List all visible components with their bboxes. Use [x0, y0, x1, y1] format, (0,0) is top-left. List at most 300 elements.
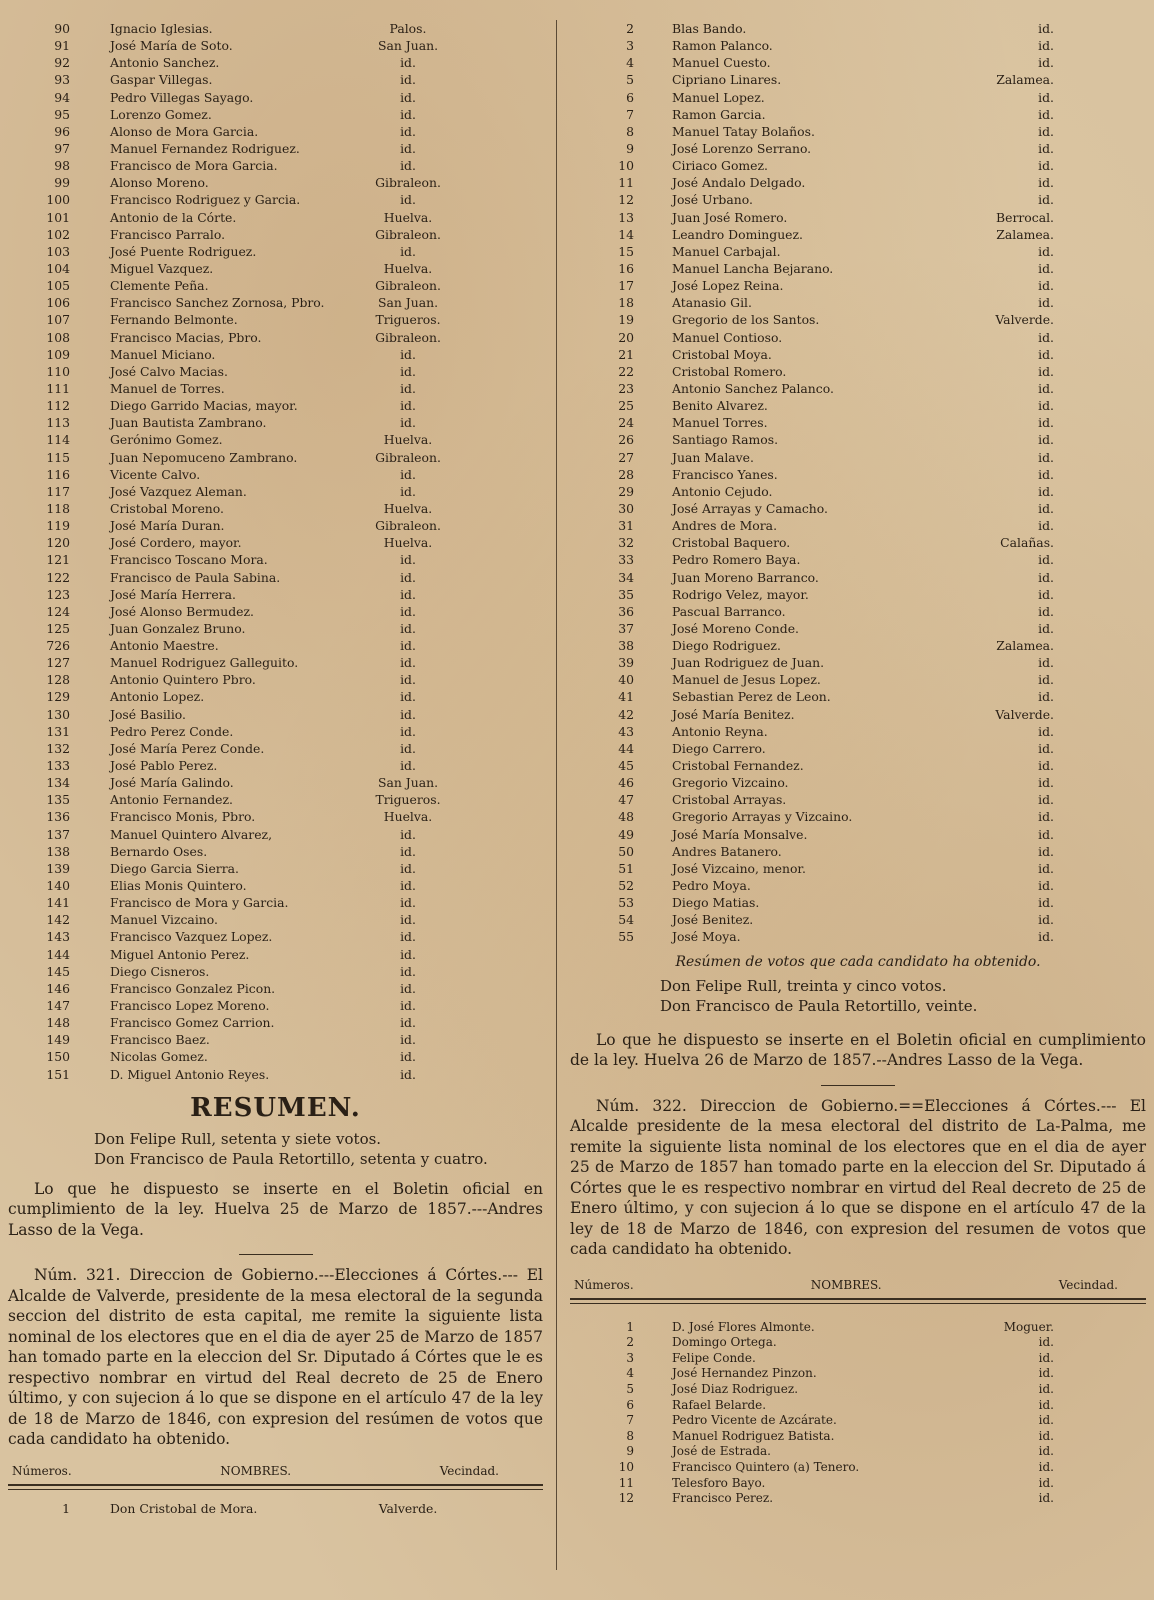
cell-num: 98	[54, 158, 70, 174]
table-row	[8, 311, 543, 328]
cell-num: 44	[618, 740, 634, 756]
table-row	[8, 826, 543, 843]
header-numbers: Números.	[12, 1463, 72, 1478]
elector-list-la-palma	[570, 1320, 1146, 1507]
cell-town: id.	[1038, 672, 1054, 688]
cell-num: 33	[618, 552, 634, 568]
closing-paragraph: Lo que he dispuesto se inserte en el Boletin oficial en cumplimiento de la ley. Huelva 25 de Marzo de 1857.---Andres Lasso de la Vega.	[8, 1179, 543, 1239]
cell-num: 13	[618, 209, 634, 225]
cell-town: San Juan.	[377, 38, 439, 54]
cell-town: id.	[1038, 689, 1054, 705]
cell-name: Juan Gonzalez Bruno.	[110, 620, 246, 636]
table-row	[8, 808, 543, 825]
cell-town: id.	[400, 672, 416, 688]
table-row	[570, 1335, 1146, 1351]
cell-name: José Pablo Perez.	[110, 758, 218, 774]
cell-num: 113	[46, 415, 70, 431]
cell-num: 43	[618, 723, 634, 739]
table-row	[8, 466, 543, 483]
cell-name: Diego Rodriguez.	[672, 638, 781, 654]
table-row	[570, 1429, 1146, 1445]
table-row	[8, 20, 543, 37]
cell-num: 129	[46, 689, 70, 705]
cell-town: id.	[1038, 826, 1054, 842]
elector-list-left	[8, 20, 543, 1083]
cell-num: 50	[618, 843, 634, 859]
cell-name: Manuel de Jesus Lopez.	[672, 672, 821, 688]
cell-num: 94	[54, 89, 70, 105]
cell-name: Vicente Calvo.	[110, 466, 201, 482]
cell-num: 105	[46, 278, 70, 294]
table-row	[570, 37, 1146, 54]
cell-name: José Calvo Macias.	[110, 363, 228, 379]
cell-town: id.	[1038, 655, 1054, 671]
cell-name: Juan Rodriguez de Juan.	[672, 655, 825, 671]
table-row	[8, 106, 543, 123]
cell-town: id.	[400, 106, 416, 122]
cell-num: 7	[626, 1413, 634, 1428]
cell-name: Antonio de la Córte.	[110, 209, 237, 225]
table-row	[570, 380, 1146, 397]
cell-town: id.	[400, 346, 416, 362]
cell-town: id.	[1038, 106, 1054, 122]
cell-name: Diego Matias.	[672, 895, 760, 911]
cell-num: 47	[618, 792, 634, 808]
table-row	[570, 1366, 1146, 1382]
cell-num: 23	[618, 380, 634, 396]
cell-town: id.	[1038, 415, 1054, 431]
cell-town: id.	[1038, 912, 1054, 928]
cell-num: 35	[618, 586, 634, 602]
cell-town: Huelva.	[383, 209, 433, 225]
cell-town: Zalamea.	[996, 226, 1054, 242]
cell-town: id.	[400, 415, 416, 431]
cell-name: José Lorenzo Serrano.	[672, 140, 812, 156]
cell-num: 20	[618, 329, 634, 345]
table-row	[570, 620, 1146, 637]
cell-name: Diego Carrero.	[672, 740, 766, 756]
cell-town: id.	[1038, 603, 1054, 619]
cell-name: Francisco Rodriguez y Garcia.	[110, 192, 301, 208]
cell-num: 51	[618, 860, 634, 876]
cell-town: Huelva.	[383, 535, 433, 551]
table-row	[8, 414, 543, 431]
cell-town: id.	[1038, 363, 1054, 379]
cell-name: Antonio Maestre.	[110, 638, 219, 654]
cell-town: id.	[400, 192, 416, 208]
cell-name: Francisco Gomez Carrion.	[110, 1015, 275, 1031]
table-row	[8, 1048, 543, 1065]
cell-name: Francisco Yanes.	[672, 466, 778, 482]
table-row	[570, 774, 1146, 791]
cell-town: id.	[1038, 243, 1054, 259]
table-row	[8, 449, 543, 466]
cell-num: 112	[46, 398, 70, 414]
cell-town: id.	[400, 140, 416, 156]
table-row	[8, 54, 543, 71]
cell-town: Gibraleon.	[375, 329, 441, 345]
cell-town: id.	[400, 569, 416, 585]
table-row	[8, 71, 543, 88]
cell-town: id.	[1038, 432, 1054, 448]
table-row	[570, 277, 1146, 294]
table-row	[8, 723, 543, 740]
cell-num: 32	[618, 535, 634, 551]
cell-num: 142	[46, 912, 70, 928]
cell-town: id.	[400, 552, 416, 568]
cell-num: 139	[46, 860, 70, 876]
table-header	[570, 1278, 1146, 1292]
table-row	[8, 894, 543, 911]
table-row	[570, 157, 1146, 174]
cell-name: Felipe Conde.	[672, 1350, 756, 1365]
vote-line: Don Francisco de Paula Retortillo, veinte.	[660, 996, 978, 1015]
cell-name: Pascual Barranco.	[672, 603, 786, 619]
cell-num: 14	[618, 226, 634, 242]
cell-town: id.	[400, 55, 416, 71]
cell-name: Francisco Perez.	[672, 1491, 774, 1506]
cell-num: 128	[46, 672, 70, 688]
cell-name: Cristobal Baquero.	[672, 535, 791, 551]
cell-num: 136	[46, 809, 70, 825]
cell-name: Manuel Fernandez Rodriguez.	[110, 140, 300, 156]
cell-name: Francisco Toscano Mora.	[110, 552, 268, 568]
cell-name: Alonso de Mora Garcia.	[110, 123, 259, 139]
table-row	[570, 1460, 1146, 1476]
table-row	[570, 706, 1146, 723]
cell-num: 25	[618, 398, 634, 414]
header-names: NOMBRES.	[810, 1277, 882, 1292]
resumen-heading: RESUMEN.	[190, 1092, 361, 1123]
cell-num: 144	[46, 946, 70, 962]
cell-num: 138	[46, 843, 70, 859]
cell-num: 151	[46, 1066, 70, 1082]
cell-num: 34	[618, 569, 634, 585]
cell-num: 10	[618, 1459, 634, 1474]
cell-name: Francisco de Paula Sabina.	[110, 569, 281, 585]
cell-num: 127	[46, 655, 70, 671]
cell-num: 22	[618, 363, 634, 379]
table-row	[8, 551, 543, 568]
cell-town: id.	[400, 740, 416, 756]
cell-num: 6	[626, 89, 634, 105]
cell-name: Diego Garcia Sierra.	[110, 860, 239, 876]
cell-name: Manuel Quintero Alvarez,	[110, 826, 273, 842]
cell-town: id.	[400, 895, 416, 911]
cell-town: id.	[400, 72, 416, 88]
table-row	[8, 774, 543, 791]
cell-num: 90	[54, 21, 70, 36]
cell-town: id.	[1038, 843, 1054, 859]
cell-name: Manuel Contioso.	[672, 329, 783, 345]
cell-num: 121	[46, 552, 70, 568]
cell-town: id.	[400, 723, 416, 739]
cell-name: Gregorio de los Santos.	[672, 312, 820, 328]
table-row	[8, 140, 543, 157]
cell-name: José de Estrada.	[672, 1444, 771, 1459]
cell-num: 101	[46, 209, 70, 225]
table-row	[570, 414, 1146, 431]
cell-town: Berrocal.	[996, 209, 1054, 225]
cell-num: 102	[46, 226, 70, 242]
cell-town: id.	[1038, 21, 1054, 36]
cell-town: Huelva.	[383, 500, 433, 516]
cell-name: Manuel Vizcaino.	[110, 912, 218, 928]
cell-town: id.	[1038, 158, 1054, 174]
table-row	[570, 140, 1146, 157]
table-row	[8, 260, 543, 277]
cell-num: 106	[46, 295, 70, 311]
cell-name: José María Benitez.	[672, 706, 795, 722]
table-row	[570, 363, 1146, 380]
cell-town: Moguer.	[1003, 1319, 1054, 1334]
cell-town: id.	[400, 483, 416, 499]
cell-name: José Vazquez Aleman.	[110, 483, 247, 499]
cell-town: id.	[1038, 1491, 1054, 1506]
table-row	[8, 123, 543, 140]
table-row	[570, 791, 1146, 808]
cell-name: Santiago Ramos.	[672, 432, 779, 448]
cell-town: id.	[400, 638, 416, 654]
cell-name: Benito Alvarez.	[672, 398, 768, 414]
cell-num: 55	[618, 929, 634, 945]
cell-name: José María Monsalve.	[672, 826, 808, 842]
table-row	[570, 1476, 1146, 1492]
cell-name: Gerónimo Gomez.	[110, 432, 223, 448]
table-row	[570, 54, 1146, 71]
cell-name: Blas Bando.	[672, 21, 747, 36]
cell-num: 45	[618, 758, 634, 774]
cell-town: id.	[400, 998, 416, 1014]
cell-num: 3	[626, 38, 634, 54]
table-row	[8, 671, 543, 688]
cell-town: id.	[400, 620, 416, 636]
cell-name: Fernando Belmonte.	[110, 312, 238, 328]
cell-name: Manuel Lancha Bejarano.	[672, 260, 834, 276]
cell-num: 29	[618, 483, 634, 499]
cell-name: Gregorio Arrayas y Vizcaino.	[672, 809, 853, 825]
table-row	[570, 808, 1146, 825]
cell-num: 42	[618, 706, 634, 722]
header-rule	[8, 1484, 543, 1490]
cell-town: id.	[400, 158, 416, 174]
table-row	[8, 980, 543, 997]
cell-name: Ignacio Iglesias.	[110, 21, 213, 36]
cell-town: id.	[1038, 895, 1054, 911]
cell-name: Miguel Antonio Perez.	[110, 946, 250, 962]
cell-town: id.	[1038, 329, 1054, 345]
cell-name: Bernardo Oses.	[110, 843, 208, 859]
cell-town: id.	[1038, 55, 1054, 71]
cell-name: José Alonso Bermudez.	[110, 603, 254, 619]
cell-name: Francisco Lopez Moreno.	[110, 998, 270, 1014]
cell-num: 12	[618, 192, 634, 208]
table-row	[570, 260, 1146, 277]
cell-num: 46	[618, 775, 634, 791]
cell-town: id.	[400, 929, 416, 945]
cell-name: Ciriaco Gomez.	[672, 158, 768, 174]
cell-name: Diego Cisneros.	[110, 963, 210, 979]
cell-town: Huelva.	[383, 260, 433, 276]
cell-town: id.	[1038, 346, 1054, 362]
cell-num: 49	[618, 826, 634, 842]
cell-town: id.	[1038, 192, 1054, 208]
cell-town: id.	[400, 1032, 416, 1048]
cell-town: id.	[1038, 569, 1054, 585]
table-row	[570, 174, 1146, 191]
table-row	[8, 346, 543, 363]
cell-name: Manuel Rodriguez Batista.	[672, 1428, 835, 1443]
table-row	[8, 791, 543, 808]
cell-town: id.	[400, 89, 416, 105]
cell-town: id.	[1038, 398, 1054, 414]
table-row	[8, 380, 543, 397]
cell-num: 116	[46, 466, 70, 482]
table-row	[8, 569, 543, 586]
table-row	[8, 500, 543, 517]
cell-num: 124	[46, 603, 70, 619]
cell-num: 8	[626, 1428, 634, 1443]
table-row	[570, 397, 1146, 414]
cell-town: id.	[400, 963, 416, 979]
cell-num: 37	[618, 620, 634, 636]
cell-num: 115	[46, 449, 70, 465]
table-row	[8, 294, 543, 311]
cell-num: 7	[626, 106, 634, 122]
table-row	[570, 928, 1146, 945]
cell-town: id.	[1038, 1381, 1054, 1396]
table-row	[8, 483, 543, 500]
vote-line: Don Felipe Rull, setenta y siete votos.	[94, 1129, 382, 1148]
cell-town: id.	[400, 689, 416, 705]
table-row	[8, 534, 543, 551]
cell-num: 120	[46, 535, 70, 551]
cell-num: 145	[46, 963, 70, 979]
table-row	[570, 294, 1146, 311]
table-row	[570, 911, 1146, 928]
cell-name: Cristobal Moya.	[672, 346, 772, 362]
cell-name: Francisco Sanchez Zornosa, Pbro.	[110, 295, 325, 311]
cell-name: Manuel Rodriguez Galleguito.	[110, 655, 299, 671]
cell-town: San Juan.	[377, 295, 439, 311]
cell-num: 97	[54, 140, 70, 156]
cell-num: 27	[618, 449, 634, 465]
cell-num: 726	[46, 638, 70, 654]
cell-num: 18	[618, 295, 634, 311]
cell-num: 131	[46, 723, 70, 739]
cell-town: id.	[1038, 1459, 1054, 1474]
cell-num: 119	[46, 518, 70, 534]
cell-town: id.	[400, 878, 416, 894]
header-town: Vecindad.	[439, 1463, 499, 1478]
table-row	[570, 20, 1146, 37]
table-row	[570, 894, 1146, 911]
table-row	[8, 740, 543, 757]
cell-town: id.	[1038, 775, 1054, 791]
cell-town: id.	[1038, 586, 1054, 602]
cell-name: Juan Nepomuceno Zambrano.	[110, 449, 298, 465]
cell-num: 3	[626, 1350, 634, 1365]
cell-num: 150	[46, 1049, 70, 1065]
cell-name: Telesforo Bayo.	[672, 1475, 766, 1490]
table-row	[8, 637, 543, 654]
cell-name: Juan Bautista Zambrano.	[110, 415, 267, 431]
cell-town: id.	[1038, 929, 1054, 945]
cell-name: Antonio Sanchez.	[110, 55, 220, 71]
cell-town: id.	[1038, 278, 1054, 294]
cell-town: Trigueros.	[375, 312, 441, 328]
table-row	[8, 397, 543, 414]
table-row	[8, 209, 543, 226]
cell-town: id.	[1038, 1428, 1054, 1443]
cell-num: 149	[46, 1032, 70, 1048]
cell-num: 135	[46, 792, 70, 808]
cell-name: Rafael Belarde.	[672, 1397, 767, 1412]
cell-num: 132	[46, 740, 70, 756]
table-row	[8, 911, 543, 928]
left-column	[8, 20, 543, 1590]
table-row	[8, 757, 543, 774]
cell-num: 125	[46, 620, 70, 636]
cell-num: 54	[618, 912, 634, 928]
cell-name: José Puente Rodriguez.	[110, 243, 257, 259]
table-row	[8, 997, 543, 1014]
cell-name: José Hernandez Pinzon.	[672, 1366, 817, 1381]
table-row	[570, 311, 1146, 328]
cell-num: 143	[46, 929, 70, 945]
cell-num: 123	[46, 586, 70, 602]
table-row	[8, 843, 543, 860]
separator	[821, 1085, 895, 1086]
cell-name: Juan Malave.	[672, 449, 754, 465]
table-row	[570, 483, 1146, 500]
table-row	[8, 946, 543, 963]
table-header	[8, 1464, 543, 1478]
cell-num: 11	[618, 175, 634, 191]
cell-name: Manuel Torres.	[672, 415, 768, 431]
cell-town: id.	[1038, 175, 1054, 191]
cell-num: 9	[626, 1444, 634, 1459]
table-row	[8, 174, 543, 191]
header-rule	[570, 1298, 1146, 1304]
table-row	[570, 449, 1146, 466]
table-row	[570, 466, 1146, 483]
cell-num: 4	[626, 1366, 634, 1381]
cell-name: José María Galindo.	[110, 775, 234, 791]
cell-name: José Andalo Delgado.	[672, 175, 806, 191]
table-row	[570, 688, 1146, 705]
cell-name: Francisco de Mora Garcia.	[110, 158, 278, 174]
table-row	[570, 843, 1146, 860]
cell-num: 95	[54, 106, 70, 122]
cell-name: Francisco de Mora y Garcia.	[110, 895, 289, 911]
table-row	[8, 157, 543, 174]
table-row	[570, 569, 1146, 586]
cell-town: id.	[1038, 809, 1054, 825]
cell-num: 24	[618, 415, 634, 431]
cell-name: José María Duran.	[110, 518, 225, 534]
cell-num: 12	[618, 1491, 634, 1506]
cell-num: 19	[618, 312, 634, 328]
notice-321: Núm. 321. Direccion de Gobierno.---Elecciones á Córtes.--- El Alcalde de Valverde, presidente de la mesa electoral de la segunda seccion del distrito de esta capital, me remite la siguiente lista nominal de los electores que en el dia de ayer 25 de Marzo de 1857 han tomado parte en la eleccion del Sr. Diputado á Córtes que le es respectivo nombrar en virtud del Real decreto de 25 de Enero último, y con sujecion á lo que se dispone en el artículo 47 de la ley de 18 de Marzo de 1846, con expresion del resúmen de votos que cada candidato ha obtenido.	[8, 1266, 543, 1449]
cell-name: Manuel Lopez.	[672, 89, 765, 105]
table-row	[8, 37, 543, 54]
cell-town: Palos.	[389, 21, 427, 36]
notice-322: Núm. 322. Direccion de Gobierno.==Elecciones á Córtes.--- El Alcalde presidente de la mesa electoral del distrito de La-Palma, me remite la siguiente lista nominal de los electores que en el dia de ayer 25 de Marzo de 1857 han tomado parte en la eleccion del Sr. Diputado á Córtes que le es respectivo nombrar en virtud del Real decreto de 25 de Enero último, y con sujecion á lo que se dispone en el artículo 47 de la ley de 18 de Marzo de 1846, con expresion del resumen de votos que cada candidato ha obtenido.	[570, 1096, 1146, 1259]
cell-town: id.	[1038, 140, 1054, 156]
cell-town: id.	[1038, 1335, 1054, 1350]
table-row	[570, 106, 1146, 123]
